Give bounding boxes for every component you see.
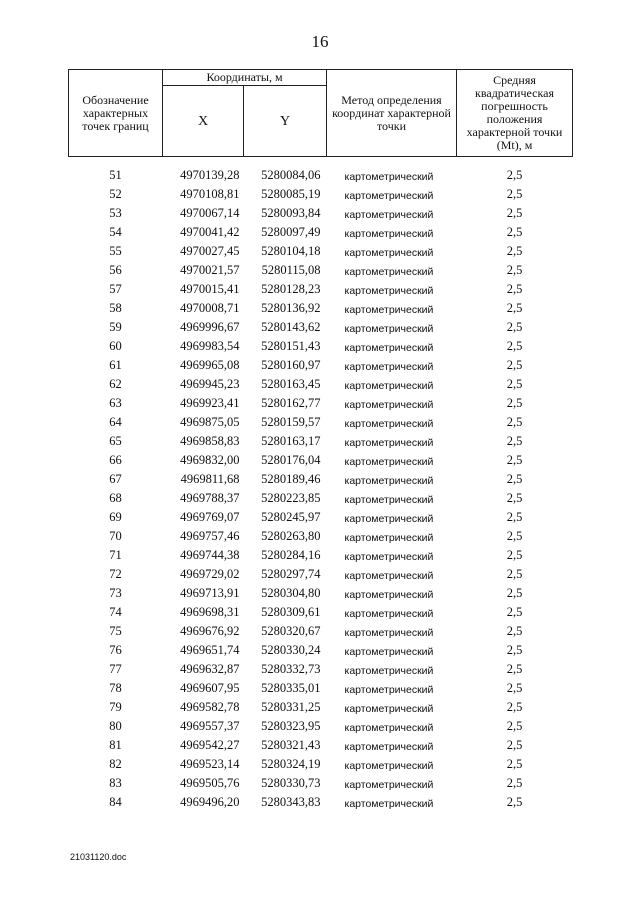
cell-point-id: 83 <box>109 776 122 790</box>
cell-y: 5280330,24 <box>261 643 321 657</box>
cell-method: картометрический <box>344 589 434 601</box>
cell-mt: 2,5 <box>506 320 523 334</box>
cell-method: картометрический <box>344 266 434 278</box>
table-row <box>69 506 573 525</box>
cell-point-id: 72 <box>109 567 122 581</box>
cell-point-id: 63 <box>109 396 122 410</box>
cell-method: картометрический <box>344 684 434 696</box>
cell-mt: 2,5 <box>506 472 523 486</box>
cell-point-id: 68 <box>109 491 122 505</box>
table-row <box>69 525 573 544</box>
cell-x: 4970041,42 <box>180 225 240 239</box>
cell-point-id: 80 <box>109 719 122 733</box>
cell-mt: 2,5 <box>506 225 523 239</box>
cell-mt: 2,5 <box>506 548 523 562</box>
cell-y: 5280163,17 <box>261 434 321 448</box>
cell-point-id: 66 <box>109 453 122 467</box>
table-row <box>69 468 573 487</box>
cell-x: 4969832,00 <box>180 453 240 467</box>
cell-method: картометрический <box>344 798 434 810</box>
cell-method: картометрический <box>344 323 434 335</box>
cell-method: картометрический <box>344 779 434 791</box>
cell-method: картометрический <box>344 456 434 468</box>
cell-method: картометрический <box>344 665 434 677</box>
cell-y: 5280245,97 <box>261 510 321 524</box>
cell-point-id: 70 <box>109 529 122 543</box>
header-method: Метод определения координат характерной точки <box>327 70 457 157</box>
table-body <box>69 157 573 811</box>
cell-y: 5280335,01 <box>261 681 321 695</box>
cell-point-id: 55 <box>109 244 122 258</box>
cell-mt: 2,5 <box>506 206 523 220</box>
cell-x: 4969582,78 <box>180 700 240 714</box>
cell-y: 5280297,74 <box>261 567 321 581</box>
table-row <box>69 316 573 335</box>
cell-method: картометрический <box>344 703 434 715</box>
cell-method: картометрический <box>344 304 434 316</box>
table-row <box>69 157 573 184</box>
cell-point-id: 57 <box>109 282 122 296</box>
cell-method: картометрический <box>344 741 434 753</box>
header-coordinates: Координаты, м <box>163 70 327 86</box>
cell-mt: 2,5 <box>506 795 523 809</box>
table-row <box>69 392 573 411</box>
cell-y: 5280263,80 <box>261 529 321 543</box>
cell-x: 4969523,14 <box>180 757 240 771</box>
table-row <box>69 601 573 620</box>
cell-mt: 2,5 <box>506 738 523 752</box>
cell-y: 5280223,85 <box>261 491 321 505</box>
cell-method: картометрический <box>344 760 434 772</box>
cell-point-id: 52 <box>109 187 122 201</box>
cell-method: картометрический <box>344 437 434 449</box>
cell-y: 5280343,83 <box>261 795 321 809</box>
cell-method: картометрический <box>344 228 434 240</box>
cell-x: 4969769,07 <box>180 510 240 524</box>
cell-method: картометрический <box>344 171 434 183</box>
cell-x: 4970008,71 <box>180 301 240 315</box>
cell-x: 4969875,05 <box>180 415 240 429</box>
cell-mt: 2,5 <box>506 681 523 695</box>
cell-x: 4969757,46 <box>180 529 240 543</box>
cell-mt: 2,5 <box>506 529 523 543</box>
cell-mt: 2,5 <box>506 396 523 410</box>
cell-point-id: 56 <box>109 263 122 277</box>
cell-method: картометрический <box>344 209 434 221</box>
cell-method: картометрический <box>344 399 434 411</box>
cell-mt: 2,5 <box>506 757 523 771</box>
cell-mt: 2,5 <box>506 434 523 448</box>
cell-x: 4970027,45 <box>180 244 240 258</box>
cell-x: 4969788,37 <box>180 491 240 505</box>
cell-method: картометрический <box>344 418 434 430</box>
cell-x: 4970015,41 <box>180 282 240 296</box>
cell-point-id: 54 <box>109 225 122 239</box>
cell-x: 4969996,67 <box>180 320 240 334</box>
cell-method: картометрический <box>344 551 434 563</box>
cell-mt: 2,5 <box>506 605 523 619</box>
table-row <box>69 259 573 278</box>
cell-point-id: 65 <box>109 434 122 448</box>
cell-mt: 2,5 <box>506 358 523 372</box>
table-row <box>69 354 573 373</box>
cell-method: картометрический <box>344 361 434 373</box>
cell-method: картометрический <box>344 627 434 639</box>
cell-y: 5280093,84 <box>261 206 321 220</box>
cell-x: 4970021,57 <box>180 263 240 277</box>
cell-y: 5280321,43 <box>261 738 321 752</box>
cell-mt: 2,5 <box>506 187 523 201</box>
cell-x: 4969923,41 <box>180 396 240 410</box>
cell-x: 4969542,27 <box>180 738 240 752</box>
cell-x: 4969729,02 <box>180 567 240 581</box>
table-row <box>69 449 573 468</box>
cell-x: 4970067,14 <box>180 206 240 220</box>
table-row <box>69 639 573 658</box>
cell-point-id: 59 <box>109 320 122 334</box>
table-row <box>69 183 573 202</box>
cell-mt: 2,5 <box>506 263 523 277</box>
cell-point-id: 74 <box>109 605 122 619</box>
cell-mt: 2,5 <box>506 453 523 467</box>
cell-y: 5280097,49 <box>261 225 321 239</box>
cell-method: картометрический <box>344 646 434 658</box>
cell-x: 4969651,74 <box>180 643 240 657</box>
cell-point-id: 67 <box>109 472 122 486</box>
cell-point-id: 77 <box>109 662 122 676</box>
table-row <box>69 791 573 810</box>
cell-point-id: 71 <box>109 548 122 562</box>
cell-mt: 2,5 <box>506 168 523 182</box>
cell-y: 5280085,19 <box>261 187 321 201</box>
cell-method: картометрический <box>344 380 434 392</box>
table-row <box>69 715 573 734</box>
cell-point-id: 82 <box>109 757 122 771</box>
table-row <box>69 753 573 772</box>
table-row <box>69 544 573 563</box>
table-row <box>69 563 573 582</box>
cell-y: 5280320,67 <box>261 624 321 638</box>
cell-point-id: 76 <box>109 643 122 657</box>
table-row <box>69 411 573 430</box>
cell-method: картометрический <box>344 608 434 620</box>
table-row <box>69 297 573 316</box>
cell-mt: 2,5 <box>506 244 523 258</box>
cell-mt: 2,5 <box>506 282 523 296</box>
table-row <box>69 677 573 696</box>
cell-point-id: 62 <box>109 377 122 391</box>
cell-point-id: 58 <box>109 301 122 315</box>
cell-point-id: 73 <box>109 586 122 600</box>
cell-y: 5280160,97 <box>261 358 321 372</box>
cell-mt: 2,5 <box>506 624 523 638</box>
cell-mt: 2,5 <box>506 776 523 790</box>
cell-mt: 2,5 <box>506 491 523 505</box>
cell-x: 4970139,28 <box>180 168 240 182</box>
cell-mt: 2,5 <box>506 643 523 657</box>
cell-y: 5280189,46 <box>261 472 321 486</box>
cell-point-id: 51 <box>109 168 122 182</box>
cell-mt: 2,5 <box>506 301 523 315</box>
page-number: 16 <box>311 32 329 51</box>
cell-point-id: 60 <box>109 339 122 353</box>
header-point-designation: Обозначение характерных точек границ <box>69 70 163 157</box>
cell-method: картометрический <box>344 570 434 582</box>
cell-y: 5280331,25 <box>261 700 321 714</box>
cell-mt: 2,5 <box>506 719 523 733</box>
cell-y: 5280115,08 <box>261 263 321 277</box>
table-row <box>69 202 573 221</box>
table-row <box>69 658 573 677</box>
cell-method: картометрический <box>344 342 434 354</box>
cell-method: картометрический <box>344 190 434 202</box>
cell-method: картометрический <box>344 247 434 259</box>
cell-x: 4970108,81 <box>180 187 240 201</box>
coordinates-table <box>68 69 573 810</box>
cell-y: 5280104,18 <box>261 244 321 258</box>
cell-x: 4969744,38 <box>180 548 240 562</box>
cell-mt: 2,5 <box>506 339 523 353</box>
table-row <box>69 582 573 601</box>
cell-y: 5280284,16 <box>261 548 321 562</box>
table-row <box>69 620 573 639</box>
cell-point-id: 84 <box>109 795 122 809</box>
cell-y: 5280323,95 <box>261 719 321 733</box>
cell-method: картометрический <box>344 475 434 487</box>
cell-point-id: 53 <box>109 206 122 220</box>
cell-x: 4969811,68 <box>180 472 240 486</box>
cell-point-id: 61 <box>109 358 122 372</box>
table-row <box>69 278 573 297</box>
cell-y: 5280332,73 <box>261 662 321 676</box>
cell-x: 4969698,31 <box>180 605 240 619</box>
cell-x: 4969557,37 <box>180 719 240 733</box>
table-header <box>69 70 573 157</box>
cell-point-id: 69 <box>109 510 122 524</box>
cell-x: 4969632,87 <box>180 662 240 676</box>
cell-x: 4969858,83 <box>180 434 240 448</box>
cell-mt: 2,5 <box>506 700 523 714</box>
cell-y: 5280159,57 <box>261 415 321 429</box>
cell-x: 4969496,20 <box>180 795 240 809</box>
cell-method: картометрический <box>344 532 434 544</box>
cell-point-id: 79 <box>109 700 122 714</box>
cell-y: 5280324,19 <box>261 757 321 771</box>
cell-point-id: 81 <box>109 738 122 752</box>
cell-y: 5280163,45 <box>261 377 321 391</box>
cell-y: 5280309,61 <box>261 605 321 619</box>
cell-mt: 2,5 <box>506 415 523 429</box>
cell-x: 4969713,91 <box>180 586 240 600</box>
cell-method: картометрический <box>344 494 434 506</box>
table-row <box>69 430 573 449</box>
cell-mt: 2,5 <box>506 586 523 600</box>
table-row <box>69 221 573 240</box>
cell-y: 5280330,73 <box>261 776 321 790</box>
cell-point-id: 75 <box>109 624 122 638</box>
table-row <box>69 772 573 791</box>
cell-y: 5280084,06 <box>261 168 321 182</box>
cell-x: 4969607,95 <box>180 681 240 695</box>
cell-y: 5280143,62 <box>261 320 321 334</box>
cell-x: 4969983,54 <box>180 339 240 353</box>
cell-y: 5280176,04 <box>261 453 321 467</box>
cell-y: 5280162,77 <box>261 396 321 410</box>
header-accuracy: Средняя квадратическая погрешность положения характерной точки (Mt), м <box>457 70 573 157</box>
cell-method: картометрический <box>344 722 434 734</box>
footer-filename: 21031120.doc <box>70 852 127 862</box>
cell-method: картометрический <box>344 513 434 525</box>
table-row <box>69 240 573 259</box>
cell-y: 5280136,92 <box>261 301 321 315</box>
cell-y: 5280128,23 <box>261 282 321 296</box>
cell-y: 5280151,43 <box>261 339 321 353</box>
cell-mt: 2,5 <box>506 567 523 581</box>
cell-mt: 2,5 <box>506 377 523 391</box>
table-row <box>69 696 573 715</box>
cell-x: 4969965,08 <box>180 358 240 372</box>
header-x: X <box>163 86 244 157</box>
table-row <box>69 487 573 506</box>
cell-method: картометрический <box>344 285 434 297</box>
cell-x: 4969945,23 <box>180 377 240 391</box>
cell-point-id: 64 <box>109 415 122 429</box>
table-row <box>69 335 573 354</box>
cell-x: 4969676,92 <box>180 624 240 638</box>
table-row <box>69 734 573 753</box>
cell-mt: 2,5 <box>506 510 523 524</box>
header-y: Y <box>244 86 327 157</box>
table-row <box>69 373 573 392</box>
cell-x: 4969505,76 <box>180 776 240 790</box>
cell-y: 5280304,80 <box>261 586 321 600</box>
cell-point-id: 78 <box>109 681 122 695</box>
cell-mt: 2,5 <box>506 662 523 676</box>
